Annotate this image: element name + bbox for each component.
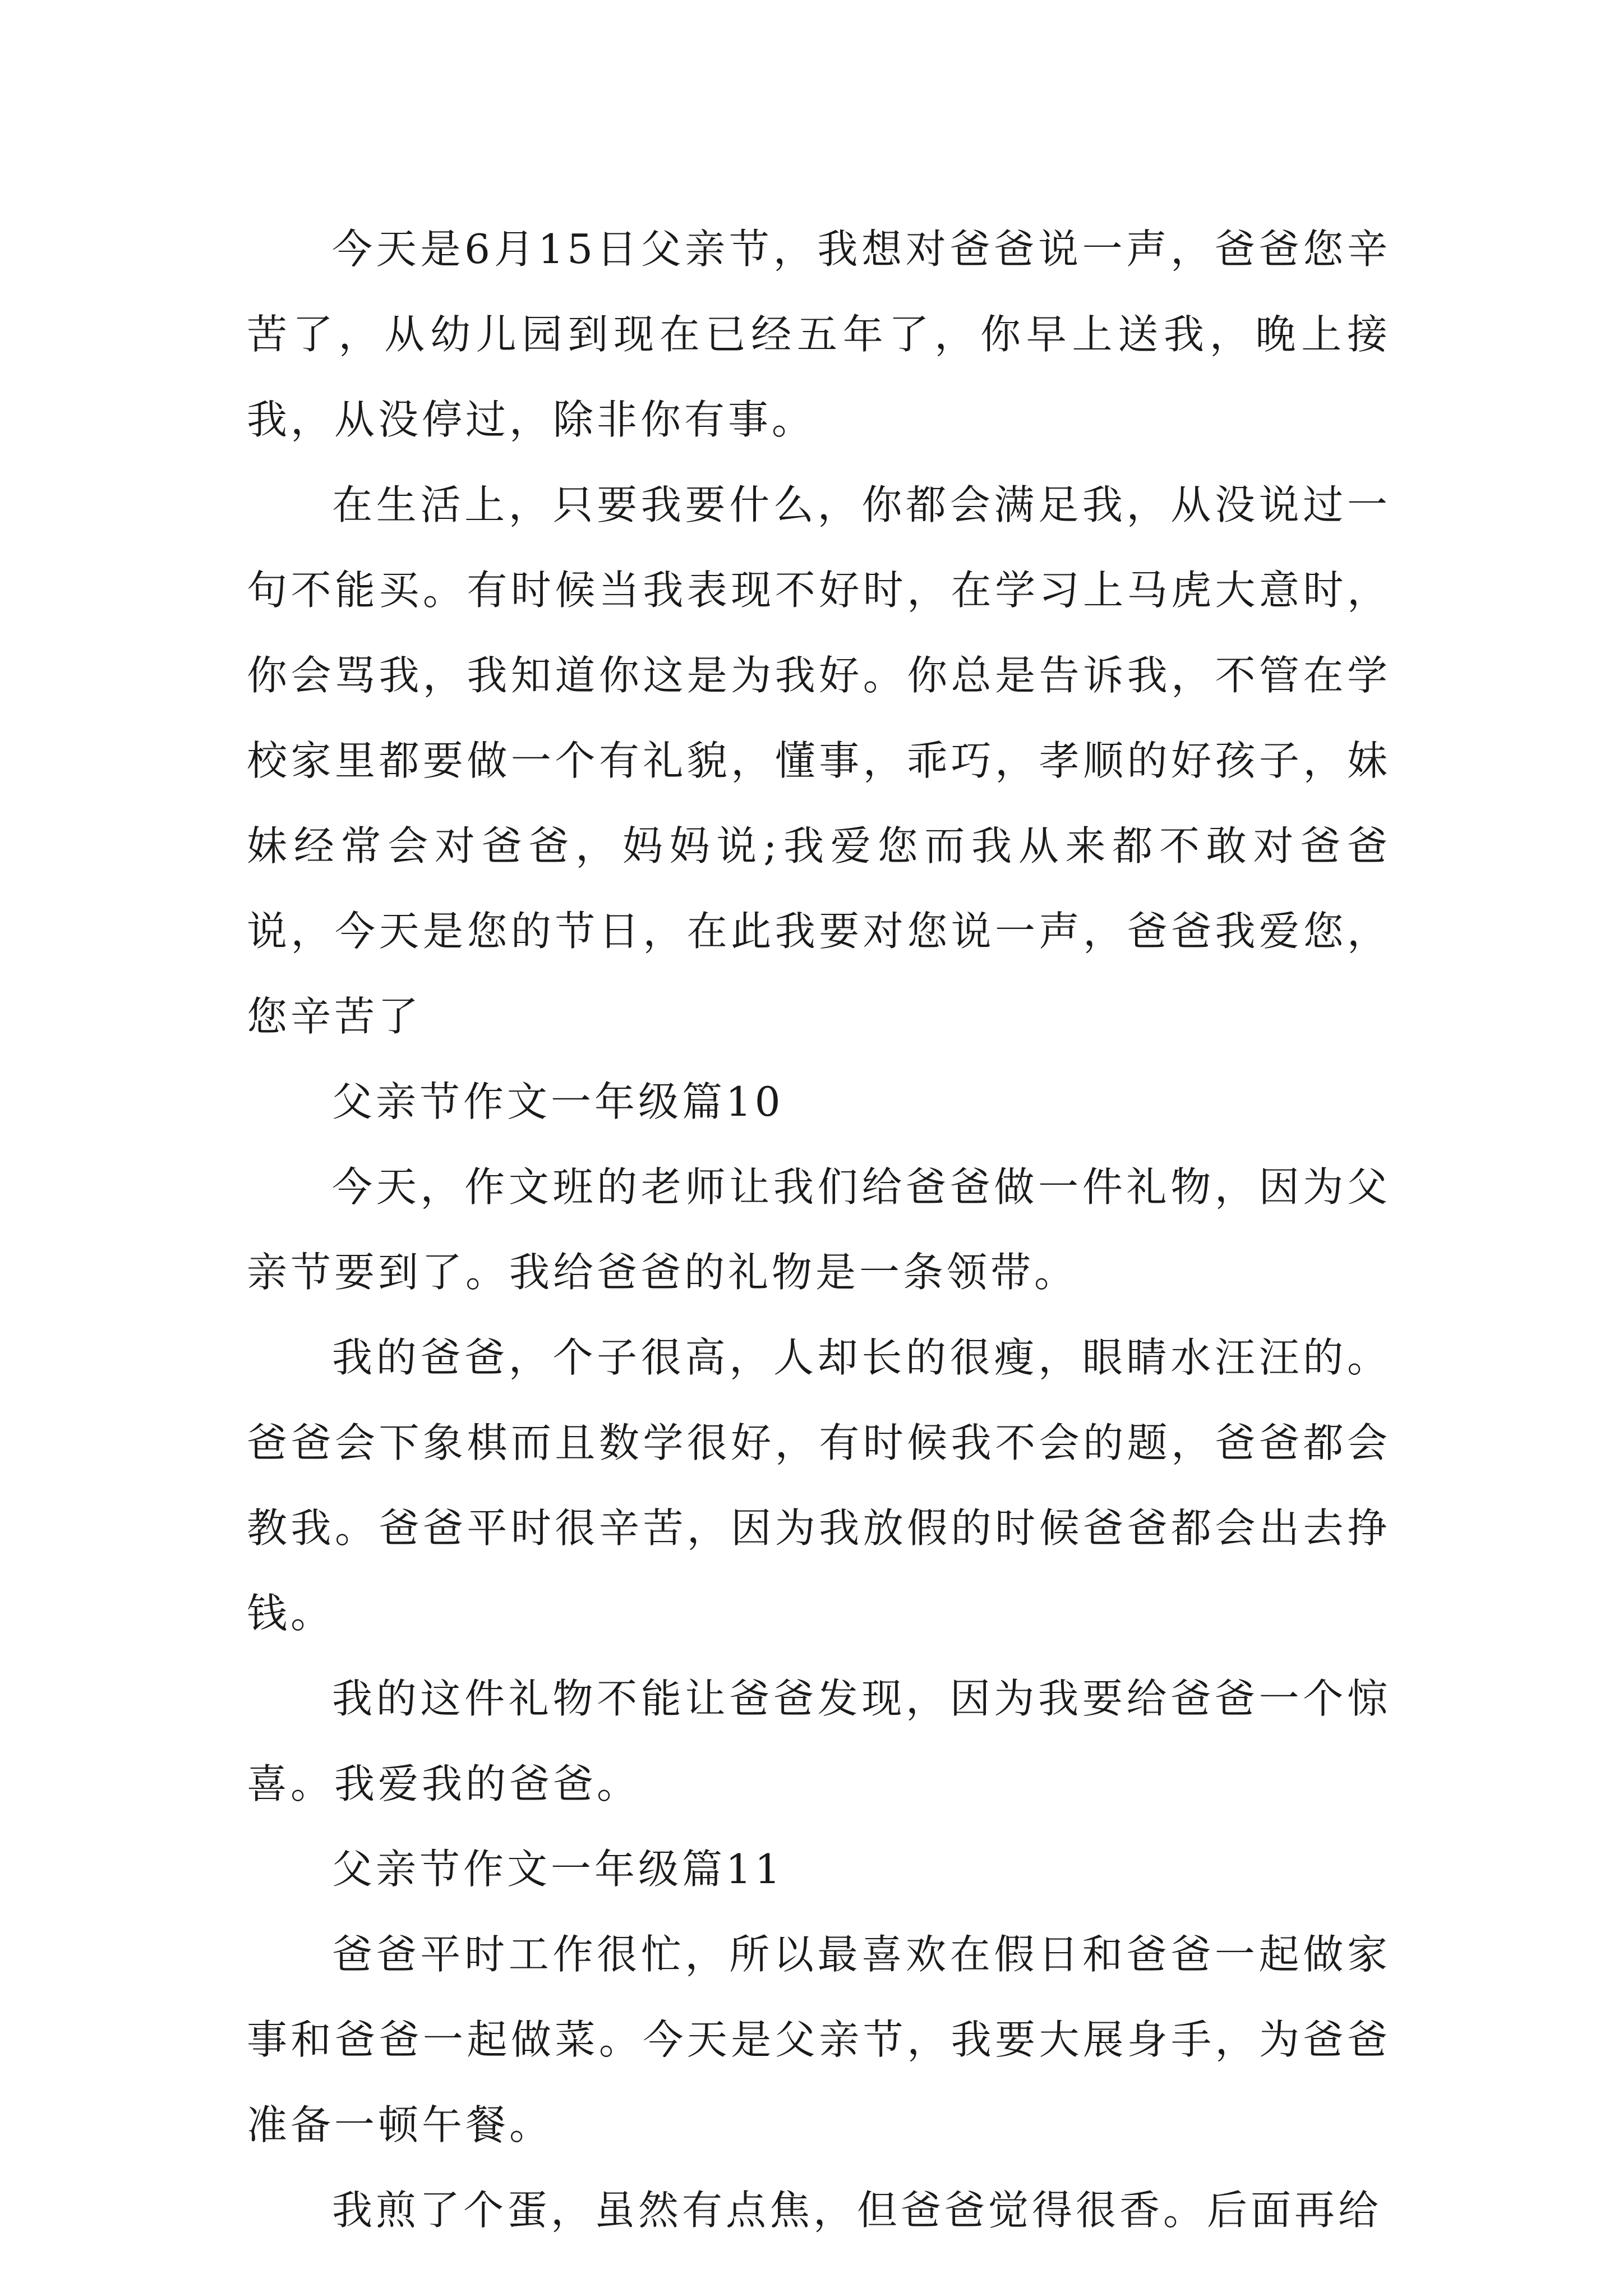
section-heading-10: 父亲节作文一年级篇10	[332, 1078, 784, 1125]
paragraph-gift-tie: 今天，作文班的老师让我们给爸爸做一件礼物，因为父亲节要到了。我给爸爸的礼物是一条领带。	[247, 1163, 1391, 1296]
document-body	[247, 206, 1391, 2253]
section-heading-11: 父亲节作文一年级篇11	[332, 1846, 784, 1893]
paragraph-fried-egg: 我煎了个蛋，虽然有点焦，但爸爸觉得很香。后面再给	[332, 2187, 1382, 2234]
paragraph-daily-life: 在生活上，只要我要什么，你都会满足我，从没说过一句不能买。有时候当我表现不好时，在学习上马虎大意时，你会骂我，我知道你这是为我好。你总是告诉我，不管在学校家里都要做一个有礼貌，懂事，乖巧，孝顺的好孩子，妹妹经常会对爸爸，妈妈说;我爱您而我从来都不敢对爸爸说，今天是您的节日，在此我要对您说一声，爸爸我爱您，您辛苦了	[247, 481, 1391, 1040]
paragraph-surprise: 我的这件礼物不能让爸爸发现，因为我要给爸爸一个惊喜。我爱我的爸爸。	[247, 1675, 1391, 1807]
paragraph-cooking: 爸爸平时工作很忙，所以最喜欢在假日和爸爸一起做家事和爸爸一起做菜。今天是父亲节，我要大展身手，为爸爸准备一顿午餐。	[247, 1931, 1391, 2148]
paragraph-father-day-greeting: 今天是6月15日父亲节，我想对爸爸说一声，爸爸您辛苦了，从幼儿园到现在已经五年了，你早上送我，晚上接我，从没停过，除非你有事。	[247, 226, 1391, 443]
paragraph-dad-description: 我的爸爸，个子很高，人却长的很瘦，眼睛水汪汪的。爸爸会下象棋而且数学很好，有时候我不会的题，爸爸都会教我。爸爸平时很辛苦，因为我放假的时候爸爸都会出去挣钱。	[247, 1334, 1391, 1637]
